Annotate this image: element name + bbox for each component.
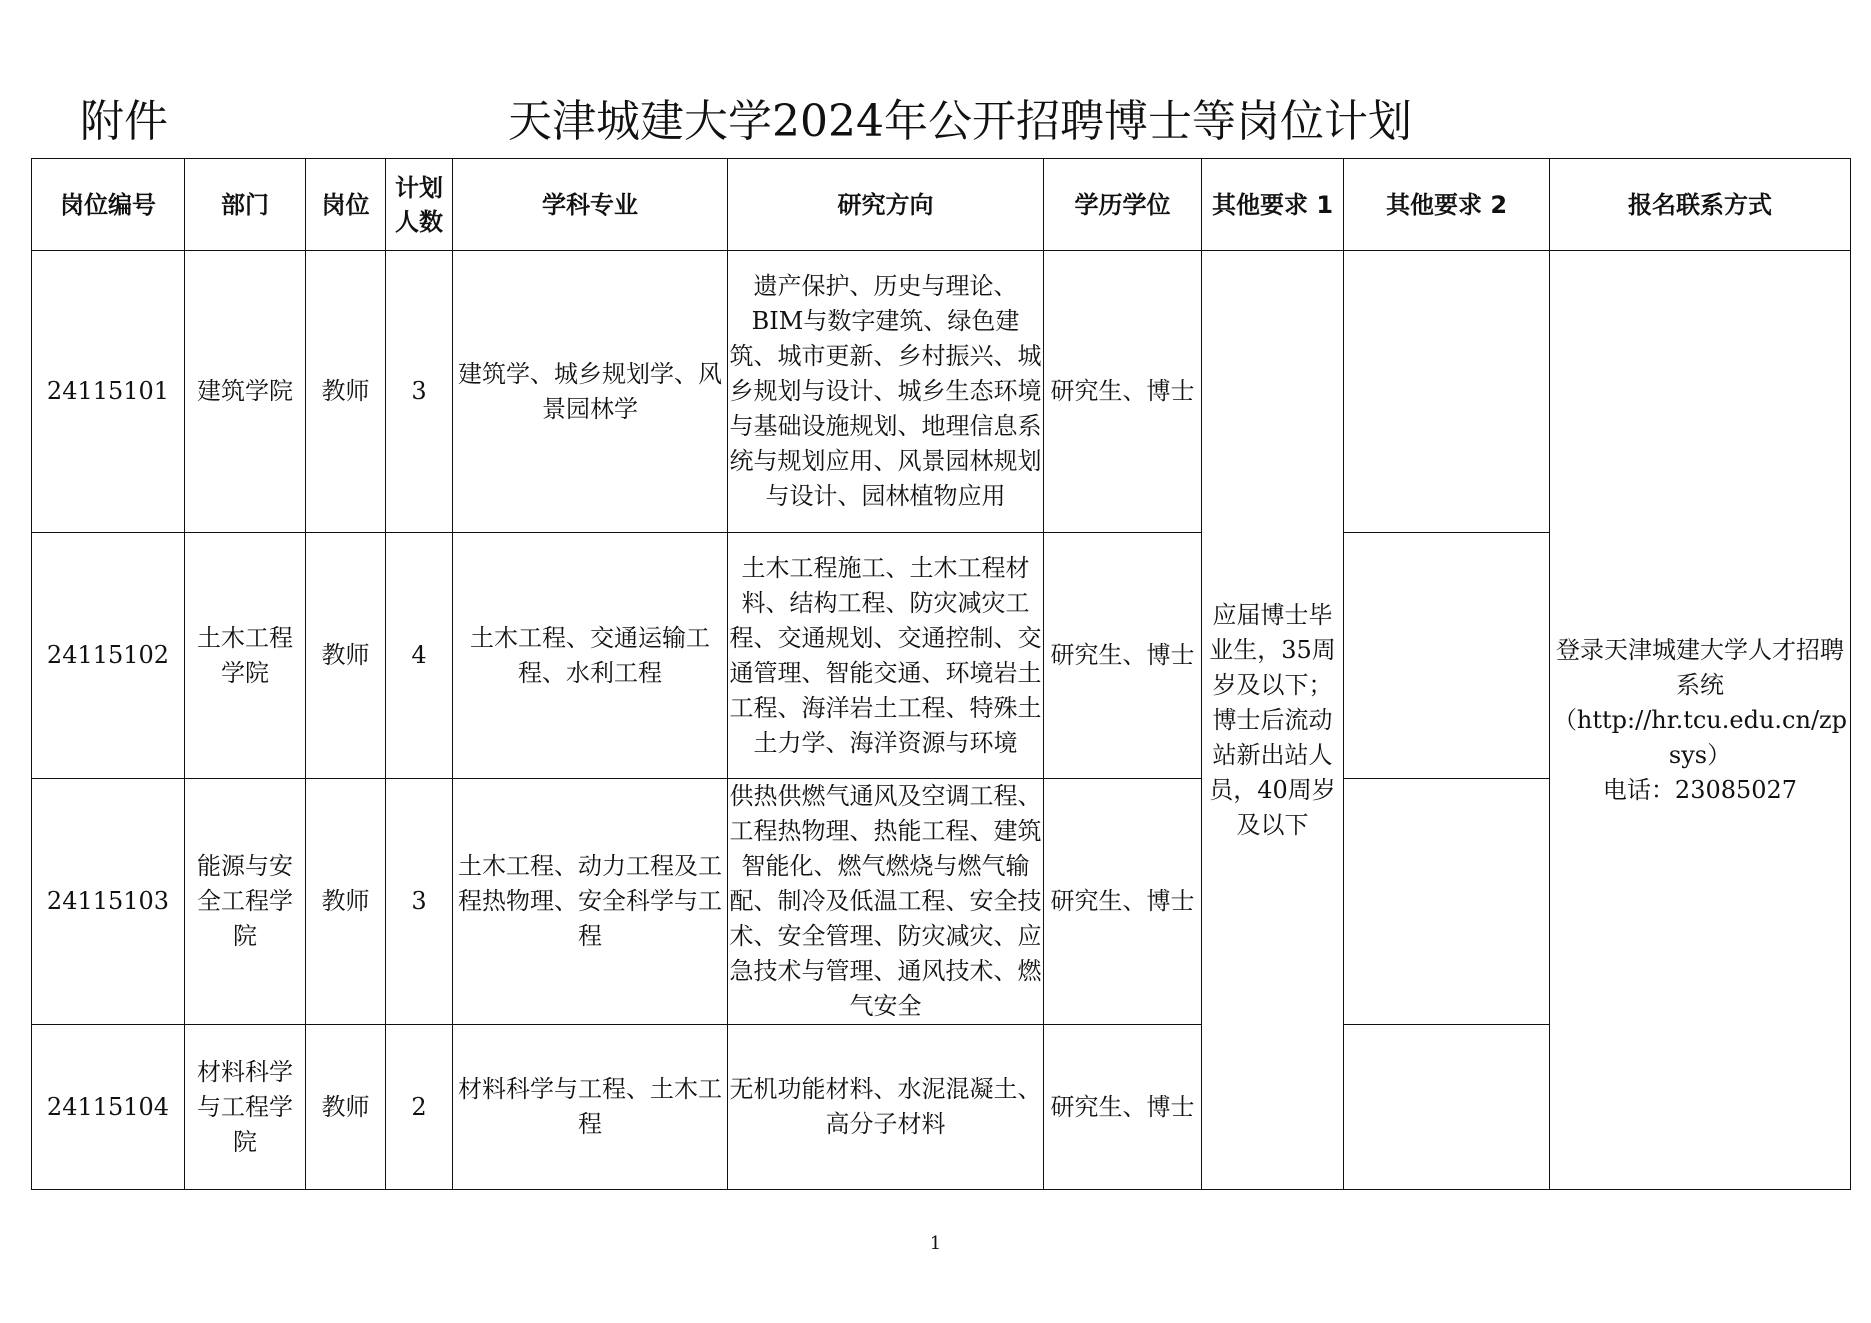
cell-major: 建筑学、城乡规划学、风景园林学 [453,251,728,533]
cell-post: 教师 [306,251,386,533]
header-contact: 报名联系方式 [1550,159,1851,251]
cell-count: 3 [386,251,453,533]
cell-req2 [1344,779,1550,1025]
page-number: 1 [929,1233,942,1254]
cell-major: 材料科学与工程、土木工程 [453,1025,728,1190]
cell-post: 教师 [306,1025,386,1190]
cell-id: 24115102 [32,533,185,779]
header-dept: 部门 [185,159,306,251]
cell-degree: 研究生、博士 [1044,251,1202,533]
cell-direction: 无机功能材料、水泥混凝土、高分子材料 [728,1025,1044,1190]
cell-degree: 研究生、博士 [1044,1025,1202,1190]
cell-contact-shared [1550,251,1851,1190]
cell-req2 [1344,533,1550,779]
cell-direction: 土木工程施工、土木工程材料、结构工程、防灾减灾工程、交通规划、交通控制、交通管理、智能交通、环境岩土工程、海洋岩土工程、特殊土土力学、海洋资源与环境 [728,533,1044,779]
header-direction: 研究方向 [728,159,1044,251]
header-major: 学科专业 [453,159,728,251]
cell-dept: 材料科学与工程学院 [185,1025,306,1190]
cell-id: 24115101 [32,251,185,533]
table-header-row [32,159,1851,251]
contact-line1: 登录天津城建大学人才招聘系统 [1556,635,1844,699]
cell-count: 3 [386,779,453,1025]
cell-direction: 供热供燃气通风及空调工程、工程热物理、热能工程、建筑智能化、燃气燃烧与燃气输配、制冷及低温工程、安全技术、安全管理、防灾减灾、应急技术与管理、通风技术、燃气安全 [728,779,1044,1025]
cell-dept: 能源与安全工程学院 [185,779,306,1025]
recruitment-plan-table [31,158,1851,1190]
header-post: 岗位 [306,159,386,251]
attachment-label: 附件 [80,96,168,147]
header-req1: 其他要求 1 [1202,159,1344,251]
cell-major: 土木工程、交通运输工程、水利工程 [453,533,728,779]
contact-url: （http://hr.tcu.edu.cn/zpsys） [1552,705,1848,769]
table-row [32,251,1851,533]
cell-post: 教师 [306,533,386,779]
cell-req2 [1344,1025,1550,1190]
cell-req1-shared: 应届博士毕业生，35周岁及以下；博士后流动站新出站人员，40周岁及以下 [1202,251,1344,1190]
header-count: 计划人数 [386,159,453,251]
contact-phone: 电话：23085027 [1602,775,1798,804]
cell-count: 2 [386,1025,453,1190]
cell-id: 24115104 [32,1025,185,1190]
cell-dept: 土木工程学院 [185,533,306,779]
cell-degree: 研究生、博士 [1044,779,1202,1025]
header-degree: 学历学位 [1044,159,1202,251]
header-id: 岗位编号 [32,159,185,251]
cell-post: 教师 [306,779,386,1025]
header-req2: 其他要求 2 [1344,159,1550,251]
cell-degree: 研究生、博士 [1044,533,1202,779]
cell-dept: 建筑学院 [185,251,306,533]
cell-id: 24115103 [32,779,185,1025]
cell-major: 土木工程、动力工程及工程热物理、安全科学与工程 [453,779,728,1025]
page-title: 天津城建大学2024年公开招聘博士等岗位计划 [508,96,1412,147]
cell-req2 [1344,251,1550,533]
cell-direction: 遗产保护、历史与理论、BIM与数字建筑、绿色建筑、城市更新、乡村振兴、城乡规划与设计、城乡生态环境与基础设施规划、地理信息系统与规划应用、风景园林规划与设计、园林植物应用 [728,251,1044,533]
cell-count: 4 [386,533,453,779]
